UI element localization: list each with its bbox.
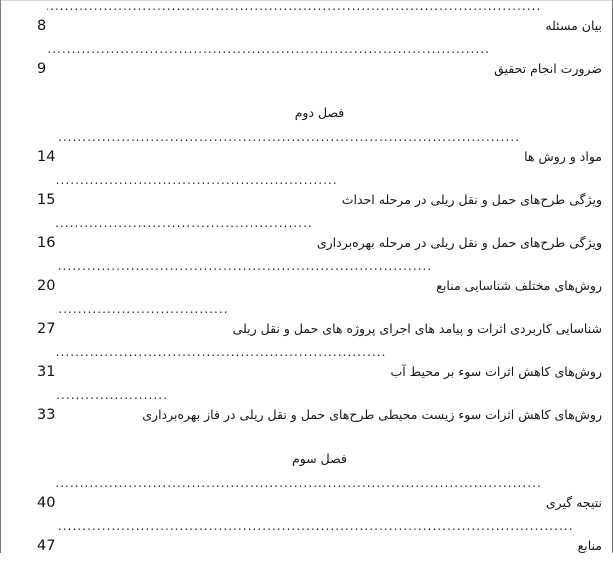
table-of-contents [1, 0, 612, 567]
toc-entry-title: ویژگی طرح‌های حمل و نقل ریلی در مرحله بهره‌برداری [316, 235, 602, 250]
toc-entry[interactable] [37, 47, 602, 90]
toc-entry-title: نتیجه گیری [545, 495, 602, 510]
toc-entry-page-number: 47 [37, 538, 56, 554]
toc-entry-title: روش‌های کاهش اثرات سوء بر محیط آب [390, 364, 602, 379]
toc-entry-page-number: 40 [37, 495, 56, 511]
toc-entry-title: مواد و روش ها [524, 149, 602, 164]
chapter-heading: فصل سوم [292, 451, 347, 466]
toc-entry-page-number: 9 [37, 61, 47, 77]
toc-entry-page-number: 27 [37, 321, 56, 337]
toc-entry-title: ویژگی طرح‌های حمل و نقل ریلی در مرحله احداث [341, 192, 602, 207]
toc-entry-page-number: 14 [37, 149, 56, 165]
toc-entry-page-number: 20 [37, 278, 56, 294]
toc-entry-page-number: 8 [37, 18, 47, 34]
dot-leader [56, 407, 168, 420]
toc-entry-title: روش‌های مختلف شناسایی منابع [436, 278, 602, 293]
toc-entry-page-number: 16 [37, 235, 56, 251]
toc-entry-page-number: 33 [37, 407, 56, 423]
chapter-heading: فصل دوم [294, 105, 345, 120]
toc-entry-title: ضرورت انجام تحقیق [494, 61, 602, 76]
toc-entry[interactable] [37, 524, 602, 567]
toc-entry-page-number: 31 [37, 364, 56, 380]
toc-entry-page-number: 15 [37, 192, 56, 208]
toc-entry-title: روش‌های کاهش اثرات سوء زیست محیطی طرح‌های حمل و نقل ریلی در فاز بهره‌برداری [142, 407, 602, 422]
dot-leader [56, 538, 573, 551]
toc-entry-title: منابع [577, 538, 602, 553]
toc-entry-title: شناسایی کاربردی اثرات و پیامد های اجرای پروژه های حمل و نقل ریلی [232, 321, 602, 336]
toc-entry[interactable] [37, 393, 602, 436]
dot-leader [47, 61, 490, 74]
toc-entry-title: بیان مسئله [545, 18, 602, 33]
